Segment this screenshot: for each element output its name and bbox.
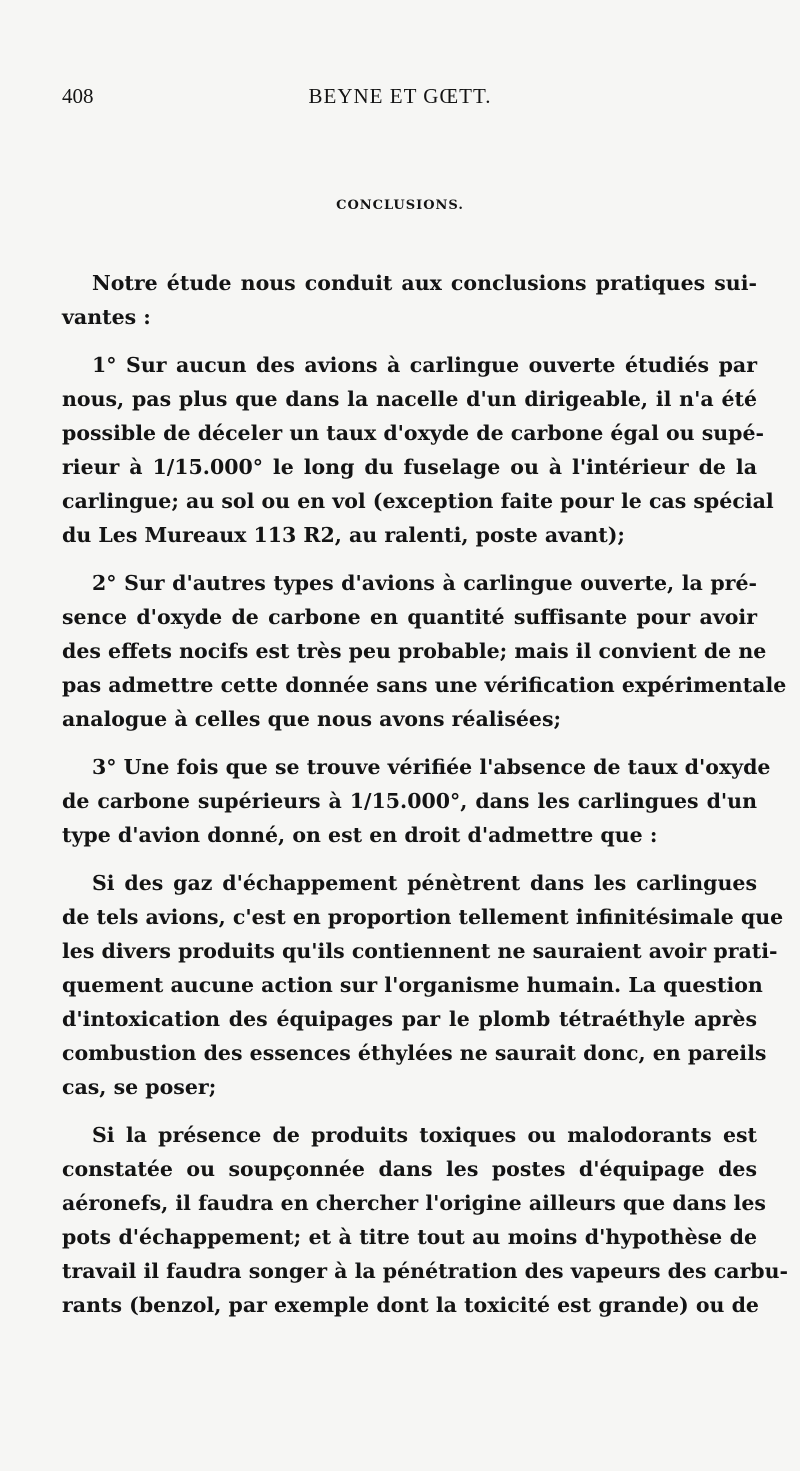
paragraph xyxy=(62,348,774,552)
text-line: d'intoxication des équipages par le plomb tétraéthyle après xyxy=(62,1007,757,1031)
text-line: 2° Sur d'autres types d'avions à carlingue ouverte, la pré- xyxy=(92,571,757,595)
text-line: vantes : xyxy=(62,305,151,329)
text-line: type d'avion donné, on est en droit d'admettre que : xyxy=(62,823,658,847)
body-text xyxy=(62,266,789,1322)
running-title: BEYNE ET GŒTT. xyxy=(308,84,492,108)
text-line: 3° Une fois que se trouve vérifiée l'absence de taux d'oxyde xyxy=(92,755,771,779)
text-line: nous, pas plus que dans la nacelle d'un dirigeable, il n'a été xyxy=(62,387,757,411)
text-line: rants (benzol, par exemple dont la toxicité est grande) ou de xyxy=(62,1293,759,1317)
text-line: travail il faudra songer à la pénétration des vapeurs des carbu- xyxy=(62,1259,789,1283)
text-line: Notre étude nous conduit aux conclusions pratiques sui- xyxy=(92,271,757,295)
text-line: de tels avions, c'est en proportion tellement infinitésimale que xyxy=(62,905,784,929)
paragraph xyxy=(62,750,771,852)
text-line: 1° Sur aucun des avions à carlingue ouverte étudiés par xyxy=(92,353,757,377)
text-line: des effets nocifs est très peu probable; mais il convient de ne xyxy=(62,639,767,663)
text-line: constatée ou soupçonnée dans les postes d'équipage des xyxy=(62,1157,757,1181)
text-line: Si la présence de produits toxiques ou malodorants est xyxy=(92,1123,757,1147)
text-line: du Les Mureaux 113 R2, au ralenti, poste avant); xyxy=(62,523,625,547)
paragraph xyxy=(62,566,787,736)
page-number: 408 xyxy=(62,84,94,108)
text-line: pots d'échappement; et à titre tout au moins d'hypothèse de xyxy=(62,1225,757,1249)
text-line: Si des gaz d'échappement pénètrent dans les carlingues xyxy=(92,871,757,895)
text-line: analogue à celles que nous avons réalisées; xyxy=(62,707,562,731)
text-line: possible de déceler un taux d'oxyde de carbone égal ou supé- xyxy=(62,421,765,445)
text-line: combustion des essences éthylées ne saurait donc, en pareils xyxy=(62,1041,767,1065)
text-line: rieur à 1/15.000° le long du fuselage ou à l'intérieur de la xyxy=(62,455,757,479)
text-line: carlingue; au sol ou en vol (exception faite pour le cas spécial xyxy=(62,489,774,513)
text-line: cas, se poser; xyxy=(62,1075,217,1099)
text-line: pas admettre cette donnée sans une vérification expérimentale xyxy=(62,673,787,697)
paragraph xyxy=(62,866,784,1104)
running-header xyxy=(62,84,738,112)
paragraph xyxy=(62,1118,789,1322)
section-heading: CONCLUSIONS. xyxy=(336,198,464,213)
text-line: sence d'oxyde de carbone en quantité suffisante pour avoir xyxy=(62,605,757,629)
text-line: aéronefs, il faudra en chercher l'origine ailleurs que dans les xyxy=(62,1191,766,1215)
text-line: quement aucune action sur l'organisme humain. La question xyxy=(62,973,763,997)
paragraph xyxy=(62,266,757,334)
text-line: de carbone supérieurs à 1/15.000°, dans les carlingues d'un xyxy=(62,789,757,813)
text-line: les divers produits qu'ils contiennent ne sauraient avoir prati- xyxy=(62,939,778,963)
